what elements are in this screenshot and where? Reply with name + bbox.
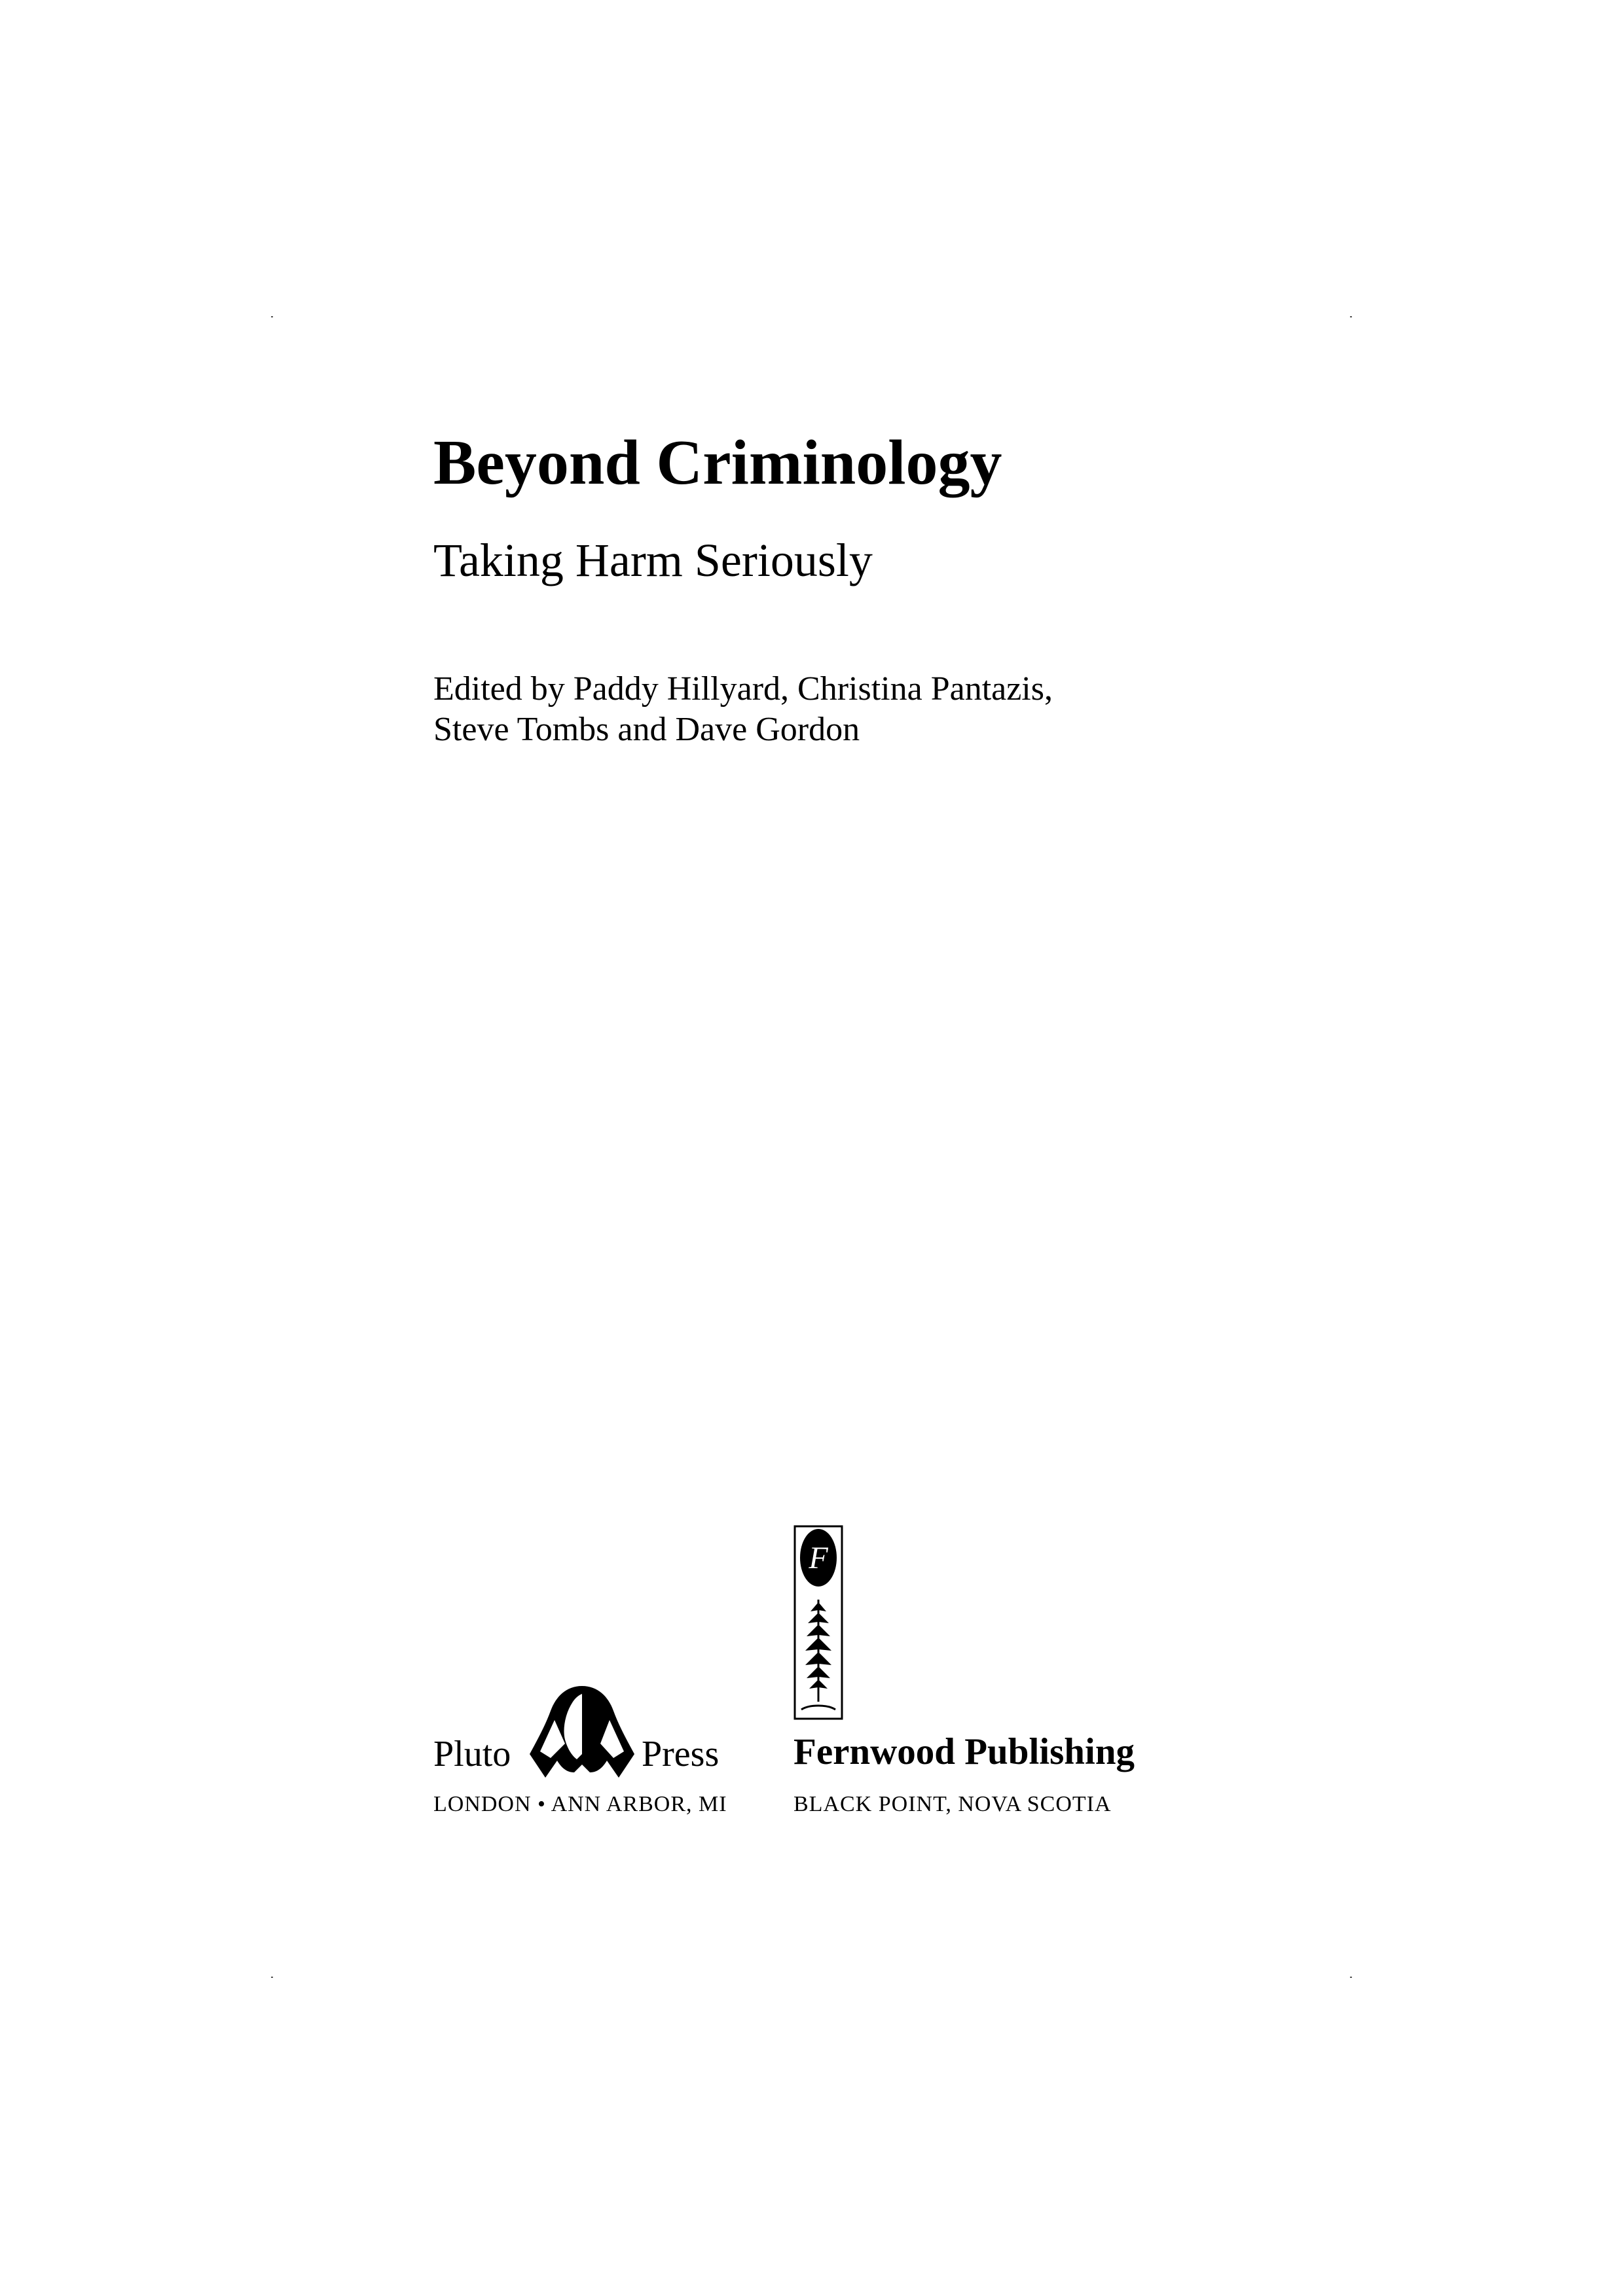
pluto-press-logo-icon: [527, 1681, 637, 1779]
editors-line-1: Edited by Paddy Hillyard, Christina Pantazis,: [433, 670, 1053, 708]
fernwood-cities: BLACK POINT, NOVA SCOTIA: [793, 1792, 1112, 1816]
fernwood-publisher-name: Fernwood Publishing: [793, 1731, 1135, 1772]
pluto-name-left: Pluto: [433, 1734, 511, 1774]
editors-credit: [433, 669, 1053, 750]
crop-mark-top-right: [1350, 316, 1352, 317]
pluto-press-cities: LONDON • ANN ARBOR, MI: [433, 1792, 727, 1816]
crop-mark-top-left: [271, 316, 273, 317]
svg-text:F: F: [809, 1541, 828, 1575]
book-subtitle: Taking Harm Seriously: [433, 534, 873, 586]
crop-mark-bottom-right: [1350, 1977, 1352, 1978]
pluto-name-right: Press: [642, 1734, 720, 1774]
book-title: Beyond Criminology: [433, 427, 1002, 498]
crop-mark-bottom-left: [271, 1977, 273, 1978]
editors-line-2: Steve Tombs and Dave Gordon: [433, 711, 860, 748]
fernwood-fern-logo-icon: [793, 1525, 843, 1720]
